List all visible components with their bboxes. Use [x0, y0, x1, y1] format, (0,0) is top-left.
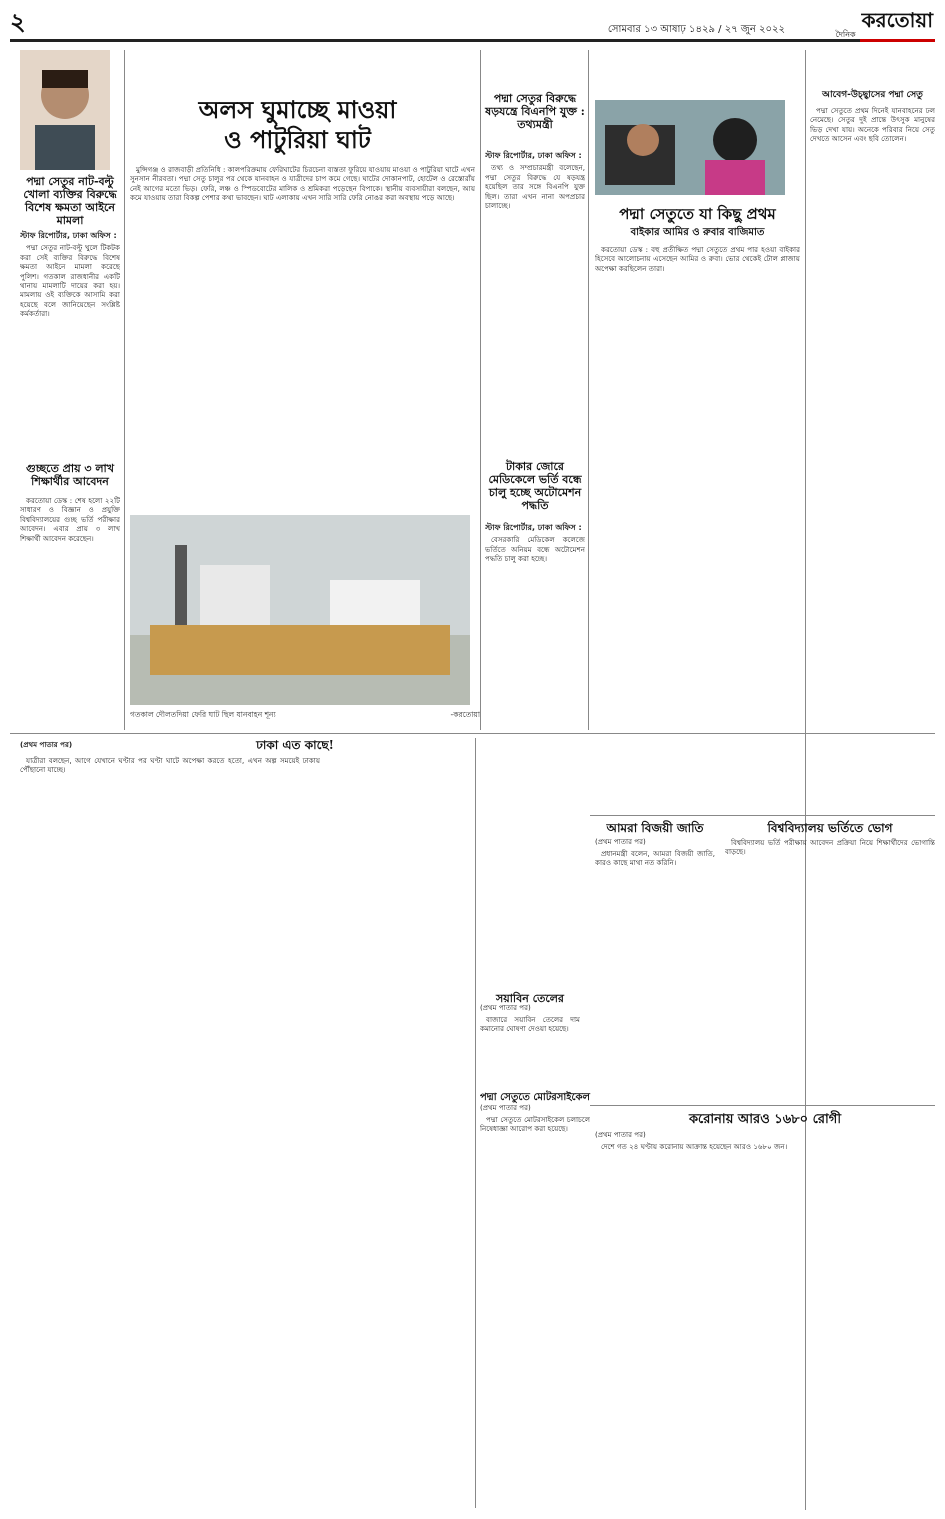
ferry-photo — [130, 515, 470, 705]
emotion-headline: আবেগ-উচ্ছ্বাসের পদ্মা সেতু — [822, 90, 923, 100]
right-subhead: বাইকার আমির ও রুবার বাজিমাত — [630, 227, 765, 238]
amra-body: প্রধানমন্ত্রী বলেন, আমরা বিজয়ী জাতি, কারও কাছে মাথা নত করিনি। — [595, 849, 715, 868]
dhaka-body: যাত্রীরা বলছেন, আগে যেখানে ঘণ্টার পর ঘণ্টা ঘাটে অপেক্ষা করতে হতো, এখন অল্প সময়েই ঢাকায় পৌঁছানো যাচ্ছে। — [20, 756, 320, 775]
soybean-headline: সয়াবিন তেলের — [496, 992, 564, 1005]
dateline: সোমবার ১৩ আষাঢ় ১৪২৯ / ২৭ জুন ২০২২ — [607, 24, 785, 35]
photo-caption: গতকাল দৌলতদিয়া ফেরি ঘাট ছিল যানবাহন শূন্য — [130, 710, 276, 719]
gucchho-body — [20, 496, 120, 582]
motorcycle-story — [480, 1115, 590, 1495]
corona-jump: (প্রথম পাতার পর) — [595, 1130, 646, 1139]
motorcycle-jump: (প্রথম পাতার পর) — [480, 1103, 531, 1112]
logo-small: দৈনিক — [835, 29, 856, 39]
bnp-byline: স্টাফ রিপোর্টার, ঢাকা অফিস : — [485, 151, 582, 160]
profile-photo — [20, 50, 110, 170]
lead-body — [130, 165, 475, 510]
column-rule — [124, 50, 125, 730]
medical-story — [485, 520, 585, 730]
section-rule — [10, 733, 935, 734]
emotion-story — [810, 106, 935, 726]
biker-photo — [595, 100, 785, 195]
corona-headline: করোনায় আরও ১৬৮০ রোগী — [688, 1112, 842, 1127]
dhaka-jump: (প্রথম পাতার পর) — [20, 740, 73, 749]
univ-story — [725, 838, 935, 1098]
profile-headline: পদ্মা সেতুর নাট-বল্টু খোলা ব্যক্তির বিরুদ্ধে বিশেষ ক্ষমতা আইনে মামলা — [23, 175, 117, 227]
lead-headline-line1: অলস ঘুমাচ্ছে মাওয়া — [198, 95, 397, 124]
right-headline: পদ্মা সেতুতে যা কিছু প্রথম — [619, 205, 776, 223]
column-rule — [588, 50, 589, 730]
gucchho-headline: গুচ্ছতে প্রায় ৩ লাখ শিক্ষার্থীর আবেদন — [26, 462, 114, 488]
lead-headline — [140, 95, 455, 155]
motorcycle-body: পদ্মা সেতুতে মোটরসাইকেল চলাচলে নিষেধাজ্ঞা আরোপ করা হয়েছে। — [480, 1115, 590, 1134]
bnp-story — [485, 148, 585, 448]
soybean-jump: (প্রথম পাতার পর) — [480, 1003, 531, 1012]
amra-jump: (প্রথম পাতার পর) — [595, 837, 646, 846]
profile-story — [20, 228, 120, 458]
right-story — [595, 245, 800, 735]
lead-text: মুন্সিগঞ্জ ও রাজবাড়ী প্রতিনিধি : কালপরিক্রমায় ফেরিঘাটের চিরচেনা ব্যস্ততা ফুরিয়ে যাওয়ায় মাওয়া ও পাটুরিয়া ঘাটে এখন সুনসান নীরবতা। পদ্মা সেতু চালুর পর থেকে যানবাহন ও যাত্রীদের চাপ কমে গেছে। ঘাটের দোকানপাট, হোটেল ও রেস্তোরাঁয় নেই আগের মতো ভিড়। ফেরি, লঞ্চ ও স্পিডবোটের মালিক ও শ্রমিকরা পড়েছেন বিপাকে। স্থানীয় ব্যবসায়ীরা বলছেন, আয় কমে যাওয়ায় তারা বিকল্প পেশার কথা ভাবছেন। ঘাট এলাকায় এখন সারি সারি ফেরি নোঙর করা অবস্থায় পড়ে আছে। — [130, 165, 475, 203]
section-rule — [590, 1105, 935, 1106]
amra-headline: আমরা বিজয়ী জাতি — [606, 821, 704, 835]
right-body: করতোয়া ডেস্ক : বহু প্রতীক্ষিত পদ্মা সেতুতে প্রথম পার হওয়া বাইকার হিসেবে আলোচনায় এসেছেন আমির ও রুবা। ভোর থেকেই টোল প্লাজায় অপেক্ষা করছিলেন তারা। — [595, 245, 800, 273]
univ-body: বিশ্ববিদ্যালয় ভর্তি পরীক্ষায় আবেদন প্রক্রিয়া নিয়ে শিক্ষার্থীদের ভোগান্তি বাড়ছে। — [725, 838, 935, 857]
newspaper-logo — [835, 6, 935, 42]
emotion-body: পদ্মা সেতুতে প্রথম দিনেই যানবাহনের ঢল নেমেছে। সেতুর দুই প্রান্তে উৎসুক মানুষের ভিড় দেখা যায়। অনেকে পরিবার নিয়ে সেতু দেখতে আসেন এবং ছবি তোলেন। — [810, 106, 935, 144]
corona-body: দেশে গত ২৪ ঘণ্টায় করোনায় আক্রান্ত হয়েছেন আরও ১৬৮০ জন। — [601, 1142, 788, 1151]
gucchho-text: করতোয়া ডেস্ক : শেষ হলো ২২টি সাধারণ ও বিজ্ঞান ও প্রযুক্তি বিশ্ববিদ্যালয়ের গুচ্ছ ভর্তি পরীক্ষার আবেদন। এবার প্রায় ৩ লাখ শিক্ষার্থী আবেদন করেছেন। — [20, 496, 120, 543]
medical-byline: স্টাফ রিপোর্টার, ঢাকা অফিস : — [485, 523, 582, 532]
dhaka-story — [20, 756, 320, 1511]
univ-headline: বিশ্ববিদ্যালয় ভর্তিতে ভোগ — [767, 821, 893, 835]
logo-big: করতোয়া — [860, 6, 935, 42]
soybean-story — [480, 1015, 580, 1065]
amra-story — [595, 849, 715, 1099]
dhaka-headline: ঢাকা এত কাছে! — [256, 738, 334, 752]
corona-story — [595, 1142, 935, 1512]
section-rule — [590, 815, 935, 816]
masthead — [10, 8, 935, 42]
profile-body: পদ্মা সেতুর নাট-বল্টু খুলে টিকটক করা সেই ব্যক্তির বিরুদ্ধে বিশেষ ক্ষমতা আইনে মামলা করেছে পুলিশ। গতকাল রাজধানীর একটি থানায় মামলাটি দায়ের করা হয়। মামলায় ওই ব্যক্তিকে আসামি করা হয়েছে বলে জানিয়েছেন সংশ্লিষ্ট কর্মকর্তারা। — [20, 243, 120, 319]
page-number: ২ — [10, 6, 26, 36]
column-rule — [480, 50, 481, 730]
column-rule — [475, 738, 476, 1508]
bnp-headline: পদ্মা সেতুর বিরুদ্ধে ষড়যন্ত্রে বিএনপি যুক্ত : তথ্যমন্ত্রী — [485, 92, 585, 131]
photo-credit: -করতোয়া — [450, 710, 480, 719]
bnp-body: তথ্য ও সম্প্রচারমন্ত্রী বলেছেন, পদ্মা সেতুর বিরুদ্ধে যে ষড়যন্ত্র হয়েছিল তার সঙ্গে বিএনপি যুক্ত ছিল। তারা এখন নানা অপপ্রচার চালাচ্ছে। — [485, 163, 585, 211]
motorcycle-headline: পদ্মা সেতুতে মোটরসাইকেল — [480, 1092, 590, 1103]
soybean-body: বাজারে সয়াবিন তেলের দাম কমানোর ঘোষণা দেওয়া হয়েছে। — [480, 1015, 580, 1034]
lead-headline-line2: ও পাটুরিয়া ঘাট — [224, 125, 371, 154]
medical-headline: টাকার জোরে মেডিকেলে ভর্তি বন্ধে চালু হচ্ছে অটোমেশন পদ্ধতি — [488, 460, 582, 512]
profile-byline: স্টাফ রিপোর্টার, ঢাকা অফিস : — [20, 231, 117, 240]
medical-body: বেসরকারি মেডিকেল কলেজে ভর্তিতে অনিয়ম বন্ধে অটোমেশন পদ্ধতি চালু করা হচ্ছে। — [485, 535, 585, 564]
